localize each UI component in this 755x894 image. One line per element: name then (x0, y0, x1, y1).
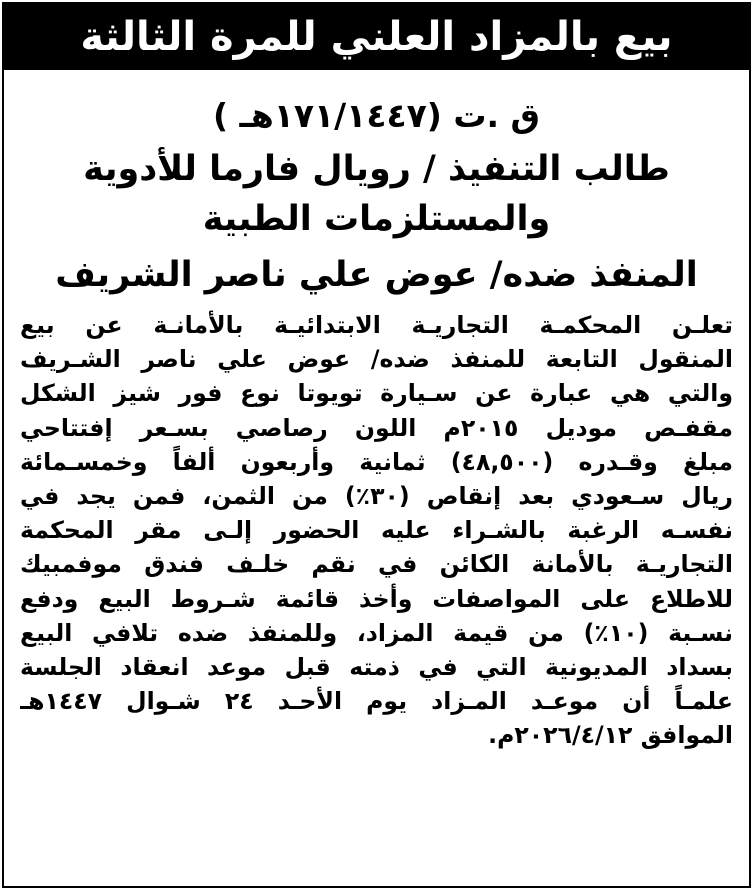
notice-title: بيع بالمزاد العلني للمرة الثالثة (80, 14, 673, 60)
body-line: للاطلاع على المواصفات وأخذ قائمة شـروط البيع ودفع (20, 584, 733, 613)
body-line: المنقول التابعة للمنفذ ضده/ عوض علي ناصر الشـريف (20, 345, 733, 374)
body-line: علمـاً أن موعـد المـزاد يوم الأحـد ٢٤ شـوال ١٤٤٧هـ (20, 687, 733, 716)
body-line: بسداد المديونية التي في ذمته قبل موعد انعقاد الجلسة (20, 653, 733, 682)
body-line: الموافق ٢٠٢٦/٤/١٢م. (488, 721, 733, 750)
body-line: نفسـه الرغبة بالشـراء عليه الحضور إلـى مقر المحكمة (20, 516, 733, 545)
body-line: ريال سـعودي بعد إنقاص (٣٠٪) من الثمن، فمن يجد في (20, 482, 733, 511)
case-number: ق .ت (١٧١/١٤٤٧هـ ) (212, 96, 541, 135)
body-line: تعلـن المحكمـة التجاريـة الابتدائيـة بالأمانـة عن بيع (20, 311, 733, 339)
body-line: مقفـص موديل ٢٠١٥م اللون رصاصي بسـعر إفتتاحي (20, 413, 733, 442)
body-line: مبلغ وقـدره (٤٨,٥٠٠) ثمانية وأربعون ألفاً وخمسـمائة (20, 447, 733, 476)
creditor-name-line-2: والمستلزمات الطبية (202, 199, 551, 239)
auction-notice (2, 2, 751, 888)
body-line: التجاريـة بالأمانة الكائن في نقم خلـف فندق موفمبيك (20, 550, 733, 579)
debtor-name: المنفذ ضده/ عوض علي ناصر الشريف (55, 255, 698, 295)
notice-body (20, 308, 733, 753)
notice-title-banner (4, 4, 749, 70)
body-line: نسـبة (١٠٪) من قيمة المزاد، وللمنفذ ضده تلافي البيع (20, 618, 733, 647)
case-header (4, 94, 749, 302)
body-line: والتي هي عبارة عن سـيارة تويوتا نوع فور شيز الشكل (20, 379, 733, 408)
creditor-name-line-1: طالب التنفيذ / رويال فارما للأدوية (83, 149, 670, 189)
